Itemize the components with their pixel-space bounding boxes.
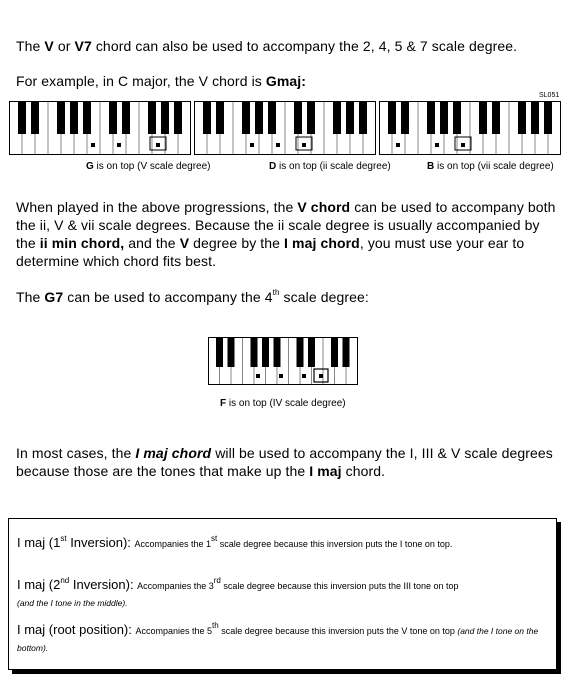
intro-paragraph: The V or V7 chord can also be used to accompany the 2, 4, 5 & 7 scale degree. (16, 38, 518, 54)
imaj-paragraph: In most cases, the I maj chord will be used to accompany the I, III & V scale degrees because those are the tones that make up the I maj chord. (16, 445, 553, 479)
caption-g: G is on top (V scale degree) (86, 161, 211, 172)
keyboard-diagram-f (208, 337, 358, 385)
g7-paragraph: The G7 can be used to accompany the 4th scale degree: (16, 288, 369, 305)
keyboard-diagram-g (9, 101, 191, 155)
inversion-row-first: I maj (1st Inversion): Accompanies the 1st scale degree because this inversion puts the I tone on top. (17, 533, 453, 550)
progression-paragraph: When played in the above progressions, the V chord can be used to accompany both the ii, V & vii scale degrees. Because the ii scale degree is usually accompanied by the ii min chord, and the V degree by the I maj chord, you must use your ear to determine which chord fits best. (16, 199, 556, 269)
inversions-summary-box (8, 518, 557, 670)
caption-b: B is on top (vii scale degree) (427, 161, 554, 172)
inversion-row-root: I maj (root position): Accompanies the 5th scale degree because this inversion puts the V tone on top (and the I tone on the bottom). (17, 620, 539, 653)
keyboard-diagram-d (194, 101, 376, 155)
caption-f: F is on top (IV scale degree) (220, 398, 346, 409)
example-paragraph: For example, in C major, the V chord is Gmaj: (16, 73, 307, 89)
inversion-row-second: I maj (2nd Inversion): Accompanies the 3rd scale degree because this inversion puts the III tone on top (and the I tone in the middle). (17, 575, 459, 608)
figure-tag: SL051 (539, 92, 560, 99)
caption-d: D is on top (ii scale degree) (269, 161, 391, 172)
keyboard-diagram-b (379, 101, 561, 155)
